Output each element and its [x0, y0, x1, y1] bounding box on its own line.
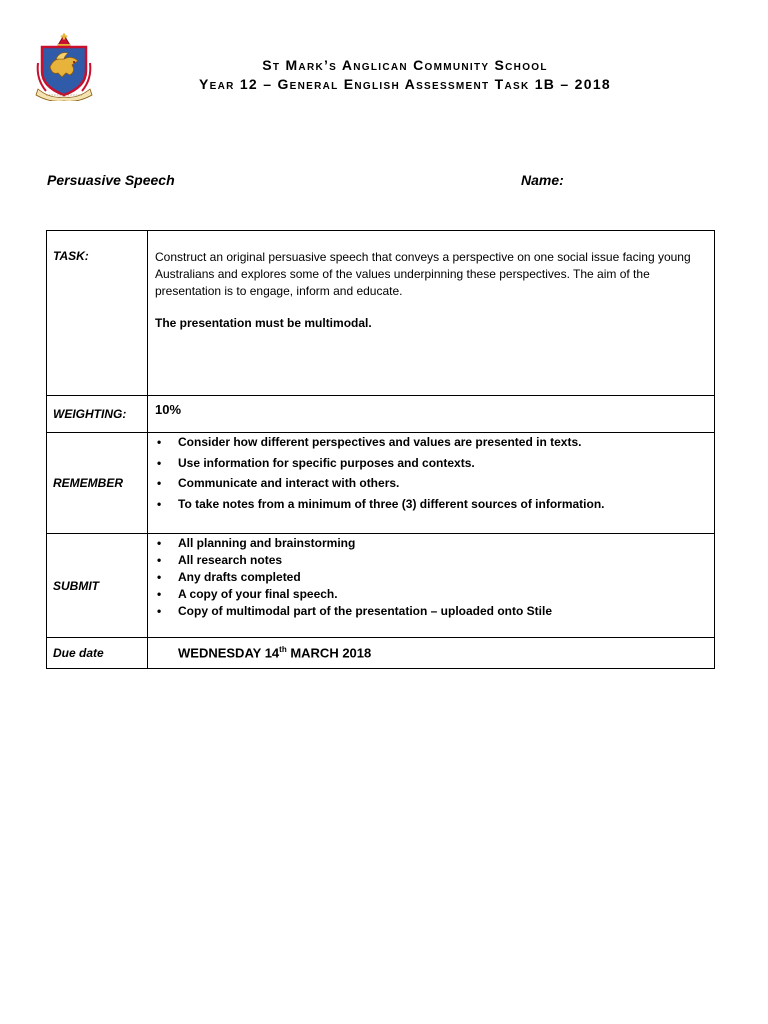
- due-date-row: [47, 638, 715, 669]
- weighting-label: WEIGHTING:: [47, 396, 148, 433]
- list-item: • Use information for specific purposes and contexts.: [155, 455, 706, 472]
- remember-label: REMEMBER: [47, 433, 148, 534]
- submit-row: [47, 534, 715, 638]
- name-label: Name: [521, 172, 560, 188]
- remember-list: [155, 433, 706, 513]
- school-name: St Mark’s Anglican Community School: [262, 57, 548, 73]
- name-colon: :: [559, 172, 564, 188]
- submit-list: [155, 534, 706, 620]
- task-table: [46, 230, 715, 669]
- submit-label: SUBMIT: [47, 534, 148, 638]
- task-title: Year 12 – General English Assessment Task 1B – 2018: [199, 76, 611, 92]
- weighting-value: 10%: [148, 396, 715, 433]
- list-item: • Communicate and interact with others.: [155, 475, 706, 492]
- list-item: • All research notes: [155, 552, 706, 569]
- list-item: • Any drafts completed: [155, 569, 706, 586]
- student-name-field[interactable]: [521, 172, 564, 188]
- submit-content: [148, 534, 715, 638]
- task-content: [148, 231, 715, 396]
- task-label: TASK:: [47, 231, 148, 396]
- school-crest-icon: [34, 33, 94, 101]
- list-item: • A copy of your final speech.: [155, 586, 706, 603]
- list-item: • Consider how different perspectives and values are presented in texts.: [155, 434, 706, 451]
- remember-content: [148, 433, 715, 534]
- task-description: Construct an original persuasive speech that conveys a perspective on one social issue facing young Australians and explores some of the values underpinning these perspectives. The aim of the presentation is to engage, inform and educate.: [155, 250, 691, 298]
- list-item: • Copy of multimodal part of the presentation – uploaded onto Stile: [155, 603, 706, 620]
- document-type-label: Persuasive Speech: [47, 172, 175, 188]
- weighting-row: [47, 396, 715, 433]
- due-date-ordinal: th: [279, 645, 287, 655]
- task-requirement: The presentation must be multimodal.: [155, 316, 372, 330]
- due-date-prefix: WEDNESDAY 14: [178, 645, 280, 661]
- remember-row: [47, 433, 715, 534]
- due-date-label: Due date: [47, 638, 148, 669]
- due-date-value: [148, 638, 715, 669]
- due-date-suffix: MARCH 2018: [286, 645, 372, 661]
- task-row: [47, 231, 715, 396]
- document-header: [150, 57, 660, 93]
- list-item: • To take notes from a minimum of three (3) different sources of information.: [155, 496, 706, 513]
- list-item: • All planning and brainstorming: [155, 535, 706, 552]
